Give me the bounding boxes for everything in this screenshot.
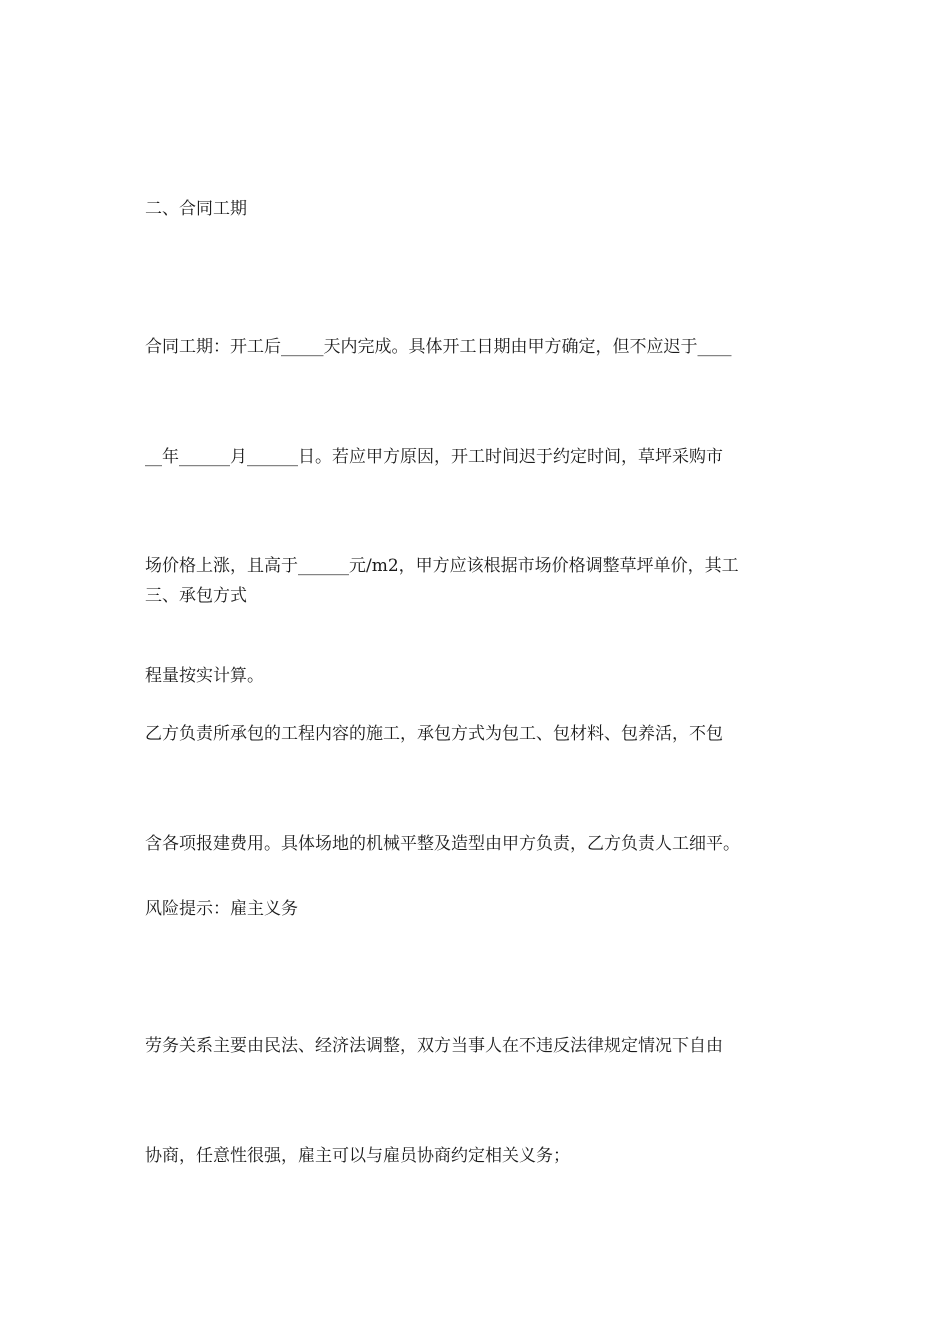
- paragraph-line: 劳务关系主要由民法、经济法调整，双方当事人在不违反法律规定情况下自由: [145, 1036, 723, 1056]
- paragraph-line: 程量按实计算。: [145, 665, 264, 686]
- paragraph-line: 含各项报建费用。具体场地的机械平整及造型由甲方负责，乙方负责人工细平。: [145, 833, 740, 854]
- paragraph-risk-notice: [145, 955, 815, 1247]
- paragraph-line: 乙方负责所承包的工程内容的施工，承包方式为包工、包材料、包养活，不包: [145, 724, 723, 744]
- heading-text: 三、承包方式: [145, 586, 247, 606]
- heading-text: 二、合同工期: [145, 199, 247, 219]
- heading-text: 风险提示：雇主义务: [145, 899, 298, 919]
- paragraph-line: 协商，任意性很强，雇主可以与雇员协商约定相关义务；: [145, 1145, 570, 1166]
- paragraph-line: 合同工期：开工后_____天内完成。具体开工日期由甲方确定，但不应迟于____: [145, 337, 732, 357]
- paragraph-line: __年______月______日。若应甲方原因，开工时间迟于约定时间，草坪采购市: [145, 446, 723, 467]
- paragraph-line: 场价格上涨，且高于______元/m2，甲方应该根据市场价格调整草坪单价，其工: [145, 556, 739, 576]
